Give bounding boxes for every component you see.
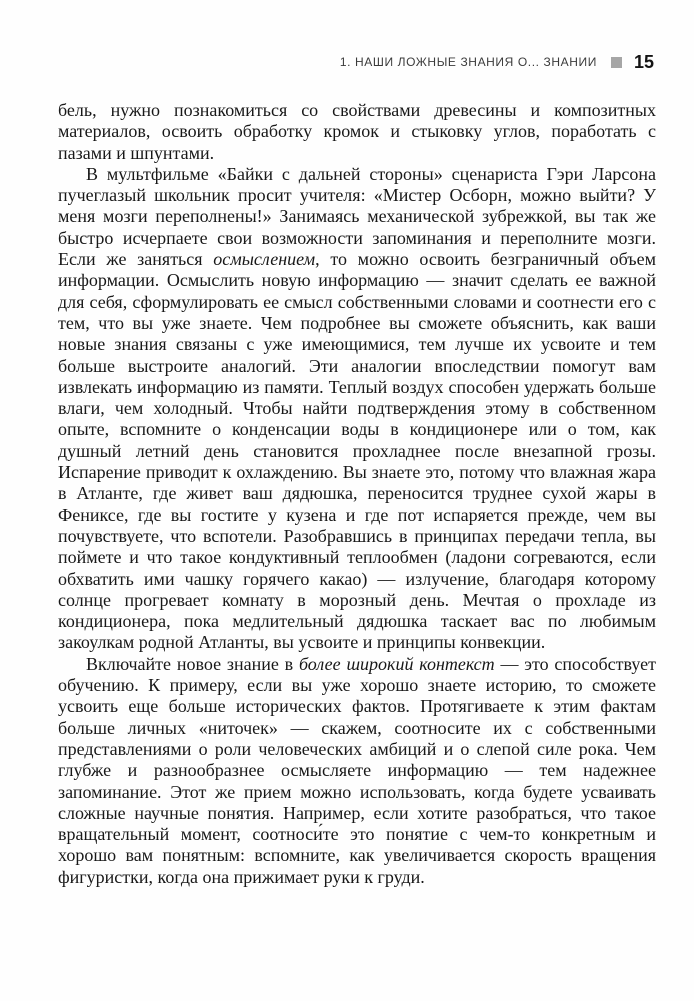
text-run: Включайте новое знание в (86, 653, 299, 674)
paragraph (58, 100, 656, 164)
page-header (340, 53, 654, 71)
paragraph (58, 164, 656, 654)
emphasis-text: осмыслением (213, 249, 316, 270)
text-run: бель, нужно познакомиться со свойствами древесины и композитных материалов, освоить обработку кромок и стыковку углов, поработать с пазами и шпунтами. (58, 100, 656, 163)
text-run: , то можно освоить безграничный объем информации. Осмыслить новую информацию — значит сделать ее важной для себя, сформулировать ее смысл собственными словами и соотнести его с тем, что вы уже знаете. Чем подробнее вы сможете объяснить, как ваши новые знания связаны с уже имеющимися, тем лучше их усвоите и тем больше выстроите аналогий. Эти аналогии впоследствии помогут вам извлекать информацию из памяти. Теплый воздух способен удержать больше влаги, чем холодный. Чтобы найти подтверждения этому в собственном опыте, вспомните о конденсации воды в кондиционере или о том, как душный летний день становится прохладнее после внезапной грозы. Испарение приводит к охлаждению. Вы знаете это, потому что влажная жара в Атланте, где живет ваш дядюшка, переносится труднее сухой жары в Фениксе, где вы гостите у кузена и где пот испаряется прежде, чем вы почувствуете, что вспотели. Разобравшись в принципах передачи тепла, вы поймете и что такое кондуктивный теплообмен (ладони согреваются, если обхватить ими чашку горячего какао) — излучение, благодаря которому солнце прогревает комнату в морозный день. Мечтая о прохладе из кондиционера, пока медлительный дядюшка таскает вас по любимым закоулкам родной Атланты, вы усвоите и принципы конвекции. (58, 249, 656, 653)
paragraph (58, 654, 656, 888)
page-number: 15 (633, 52, 654, 72)
running-title: 1. НАШИ ЛОЖНЫЕ ЗНАНИЯ О... ЗНАНИИ (339, 55, 597, 69)
section-marker-square-icon (611, 57, 622, 68)
page-body (58, 100, 656, 888)
text-run: — это способствует обучению. К примеру, если вы уже хорошо знаете историю, то сможете усвоить еще больше исторических фактов. Протягиваете к этим фактам больше личных «ниточек» — скажем, соотносите их с собственными представлениями о роли человеческих амбиций и о слепой силе рока. Чем глубже и разнообразнее осмысляете информацию — тем надежнее запоминание. Этот же прием можно использовать, когда будете усваивать сложные научные понятия. Например, если хотите разобраться, что такое вращательный момент, соотноси́те это понятие с чем-то конкретным и хорошо вам понятным: вспомните, как увеличивается скорость вращения фигуристки, когда она прижимает руки к груди. (58, 653, 657, 887)
text-run: В мультфильме «Байки с дальней стороны» сценариста Гэри Ларсона пучеглазый школьник просит учителя: «Мистер Осборн, можно выйти? У меня мозги переполнены!» Занимаясь механической зубрежкой, вы так же быстро исчерпаете свои возможности запоминания и переполните мозги. Если же заняться (58, 163, 656, 270)
emphasis-text: более широкий контекст (298, 653, 495, 674)
